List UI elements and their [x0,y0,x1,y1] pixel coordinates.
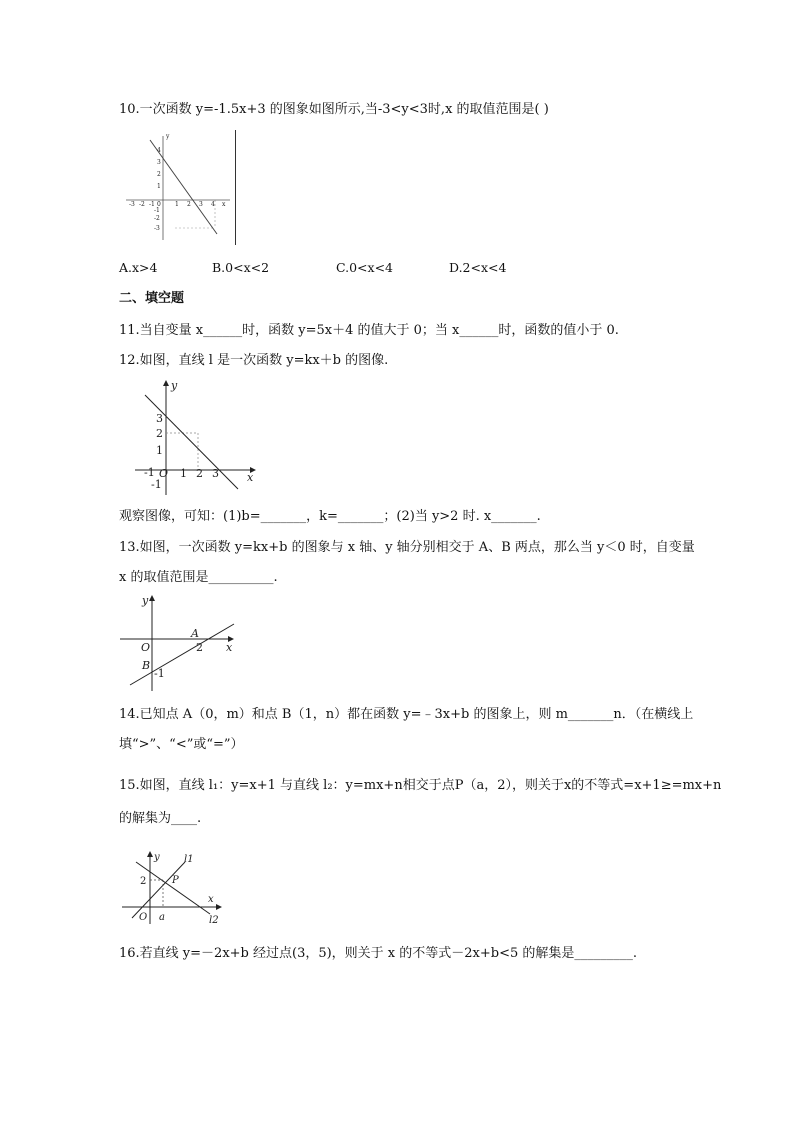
q12-xtick: 2 [196,467,203,480]
q12-answer-line: 观察图像，可知：(1)b=_______，k=_______；(2)当 y>2 时. x_______. [119,509,541,524]
q10-xtick: -1 [149,201,155,208]
q10-xtick: 2 [187,201,191,208]
q14-line1: 14.已知点 A（0，m）和点 B（1，n）都在函数 y=﹣3x+b 的图象上，则 m_______n．（在横线上 [119,707,694,722]
q12-ytick: 1 [156,444,163,457]
q12-xlabel: x [247,471,254,484]
q15-line2: 的解集为____. [119,811,202,826]
q13-tick-2: 2 [196,641,203,654]
q13-line2: x 的取值范围是__________. [119,570,278,585]
section-title: 二、填空题 [119,291,185,306]
q10-ytick: 1 [157,183,161,190]
q12-origin: O [159,467,169,480]
q10-option-d: D.2<x<4 [449,260,507,275]
q13-xlabel: x [226,641,233,654]
q13-line1: 13.如图，一次函数 y=kx+b 的图象与 x 轴、y 轴分别相交于 A、B 两点，那么当 y＜0 时，自变量 [119,540,695,555]
q10-xtick: 4 [211,201,215,208]
q10-xlabel: x [222,201,226,208]
q10-xtick: 0 [157,201,161,208]
q10-ytick: -3 [154,225,160,232]
q10-ytick: 2 [157,171,161,178]
q11-text: 11.当自变量 x______时，函数 y=5x＋4 的值大于 0；当 x______时，函数的值小于 0. [119,323,619,338]
q12-text: 12.如图，直线 l 是一次函数 y=kx＋b 的图像. [119,353,389,368]
q12-xtick: 3 [212,467,219,480]
q10-xtick: -2 [139,201,145,208]
q15-label-a: a [159,912,165,923]
q10-ylabel: y [166,133,170,140]
q15-label-l1: l1 [184,854,194,865]
q15-point-p: P [172,875,179,886]
q12-xtick: 1 [180,467,187,480]
q10-option-c: C.0<x<4 [336,260,393,275]
q12-ytick: 3 [156,412,163,425]
q13-origin: O [141,641,151,654]
q10-option-b: B.0<x<2 [212,260,270,275]
q10-xtick: -3 [129,201,135,208]
q10-ytick: -1 [154,207,160,214]
q13-point-a: A [191,627,199,640]
q15-line1: 15.如图，直线 l₁：y=x+1 与直线 l₂：y=mx+n相交于点P（a，2），则关于x的不等式=x+1≥=mx+n [119,778,722,793]
q13-tick-neg1: -1 [154,667,165,680]
q10-ytick: 4 [157,147,161,154]
q13-point-b: B [142,659,151,672]
q10-ytick: 3 [157,159,161,166]
q12-figure [135,377,260,497]
q15-tick-2: 2 [140,876,147,887]
q14-line2: 填“>”、“<”或“=”） [119,737,244,752]
q10-xtick: 1 [175,201,179,208]
q13-figure [118,593,243,693]
q10-ytick: -2 [154,215,160,222]
q10-xtick: 3 [199,201,203,208]
q13-ylabel: y [142,594,149,607]
q15-label-l2: l2 [209,915,219,926]
q15-figure [120,848,230,928]
q10-figure-border [235,130,236,245]
q15-origin: O [139,912,148,923]
q10-figure [120,130,250,245]
q16-text: 16.若直线 y=－2x+b 经过点(3，5)，则关于 x 的不等式－2x+b<5 的解集是_________. [119,946,638,961]
q15-xlabel: x [208,894,214,905]
q12-xtick: -1 [144,466,155,479]
q12-ytick: 2 [156,427,163,440]
q12-ylabel: y [171,379,178,392]
q15-ylabel: y [154,852,160,863]
q12-ytick: -1 [151,478,162,491]
q10-text: 10.一次函数 y=-1.5x+3 的图象如图所示,当-3<y<3时,x 的取值范围是( ) [119,102,549,117]
q10-option-a: A.x>4 [119,260,158,275]
